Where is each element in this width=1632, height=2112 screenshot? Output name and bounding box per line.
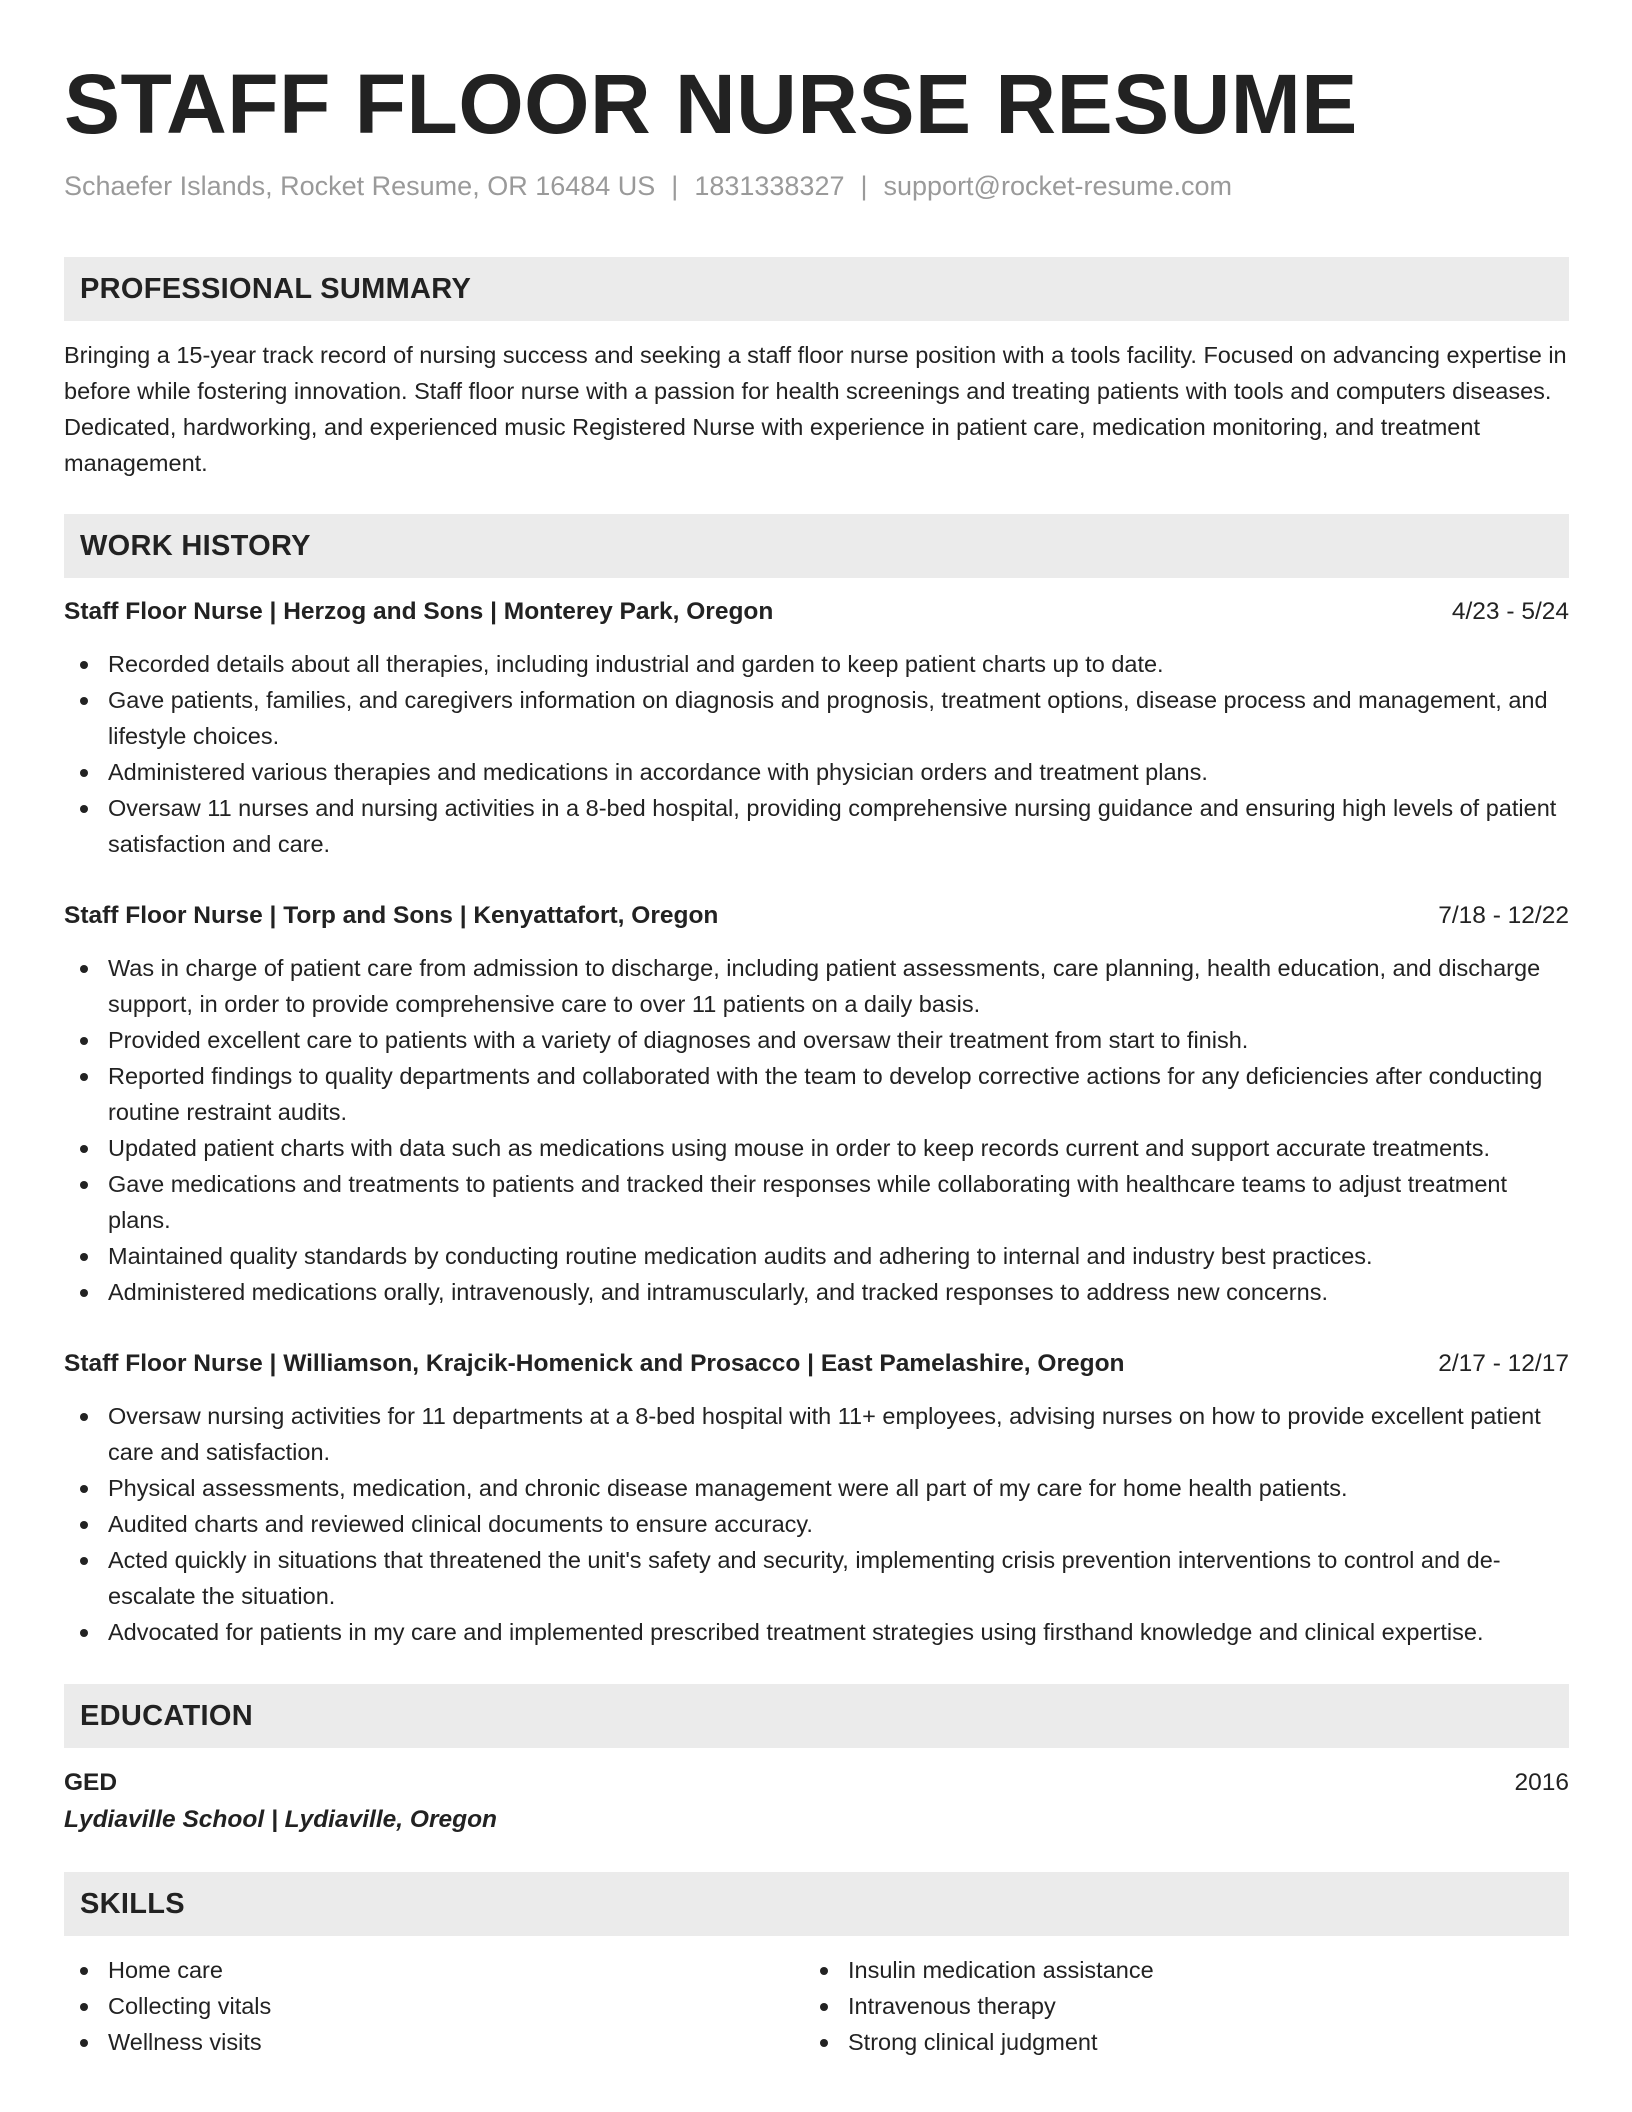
job-dates: 2/17 - 12/17 [1438, 1350, 1569, 1377]
job-entry [64, 594, 1569, 862]
contact-address: Schaefer Islands, Rocket Resume, OR 16484 US [64, 171, 656, 201]
contact-phone: 1831338327 [694, 171, 845, 201]
job-header [64, 898, 1569, 934]
resume-page [64, 56, 1569, 2060]
section-title: EDUCATION [80, 1699, 253, 1732]
contact-separator: | [671, 171, 679, 201]
job-bullet: Audited charts and reviewed clinical documents to ensure accuracy. [64, 1506, 1569, 1542]
job-title: Staff Floor Nurse | Herzog and Sons | Monterey Park, Oregon [64, 598, 774, 625]
job-bullet: Reported findings to quality departments and collaborated with the team to develop corrective actions for any deficiencies after conducting routine restraint audits. [64, 1058, 1569, 1130]
education-degree: GED [64, 1769, 118, 1796]
job-bullet: Oversaw 11 nurses and nursing activities in a 8-bed hospital, providing comprehensive nursing guidance and ensuring high levels of patient satisfaction and care. [64, 790, 1569, 862]
education-year: 2016 [1514, 1769, 1569, 1796]
job-entry [64, 898, 1569, 1310]
page-title: STAFF FLOOR NURSE RESUME [64, 57, 1358, 151]
job-bullet: Maintained quality standards by conducting routine medication audits and adhering to internal and industry best practices. [64, 1238, 1569, 1274]
education-header [64, 1765, 1569, 1801]
job-bullet: Gave medications and treatments to patients and tracked their responses while collaborating with healthcare teams to adjust treatment plans. [64, 1166, 1569, 1238]
job-bullets [64, 950, 1569, 1310]
skill-item: Insulin medication assistance [804, 1952, 1544, 1988]
section-header-skills [64, 1872, 1569, 1936]
contact-email: support@rocket-resume.com [883, 171, 1233, 201]
job-dates: 4/23 - 5/24 [1451, 598, 1569, 625]
section-header-summary [64, 257, 1569, 321]
job-title: Staff Floor Nurse | Torp and Sons | Kenyattafort, Oregon [64, 902, 719, 929]
job-bullet: Administered various therapies and medications in accordance with physician orders and treatment plans. [64, 754, 1569, 790]
job-title: Staff Floor Nurse | Williamson, Krajcik-Homenick and Prosacco | East Pamelashire, Oregon [64, 1350, 1125, 1377]
section-title: WORK HISTORY [80, 529, 311, 562]
section-header-work-history [64, 514, 1569, 578]
contact-separator: | [860, 171, 868, 201]
skills-column-left [64, 1952, 804, 2060]
skills-list [64, 1952, 1569, 2060]
job-bullet: Provided excellent care to patients with a variety of diagnoses and oversaw their treatment from start to finish. [64, 1022, 1569, 1058]
section-header-education [64, 1684, 1569, 1748]
skills-column-right [804, 1952, 1544, 2060]
job-bullet: Recorded details about all therapies, including industrial and garden to keep patient charts up to date. [64, 646, 1569, 682]
skill-item: Wellness visits [64, 2024, 804, 2060]
education-school: Lydiaville School | Lydiaville, Oregon [64, 1806, 497, 1833]
job-header [64, 1346, 1569, 1382]
section-title: SKILLS [80, 1887, 185, 1920]
skill-item: Intravenous therapy [804, 1988, 1544, 2024]
job-header [64, 594, 1569, 630]
job-entry [64, 1346, 1569, 1650]
job-bullet: Administered medications orally, intravenously, and intramuscularly, and tracked responses to address new concerns. [64, 1274, 1569, 1310]
skill-item: Collecting vitals [64, 1988, 804, 2024]
job-bullets [64, 646, 1569, 862]
job-bullet: Oversaw nursing activities for 11 departments at a 8-bed hospital with 11+ employees, advising nurses on how to provide excellent patient care and satisfaction. [64, 1398, 1569, 1470]
job-bullet: Physical assessments, medication, and chronic disease management were all part of my care for home health patients. [64, 1470, 1569, 1506]
job-bullets [64, 1398, 1569, 1650]
job-dates: 7/18 - 12/22 [1438, 902, 1569, 929]
summary-text: Bringing a 15-year track record of nursing success and seeking a staff floor nurse position with a tools facility. Focused on advancing expertise in before while fostering innovation. Staff floor nurse with a passion for health screenings and treating patients with tools and computers diseases. Dedicated, hardworking, and experienced music Registered Nurse with experience in patient care, medication monitoring, and treatment management. [64, 342, 1567, 476]
job-bullet: Updated patient charts with data such as medications using mouse in order to keep records current and support accurate treatments. [64, 1130, 1569, 1166]
job-bullet: Advocated for patients in my care and implemented prescribed treatment strategies using firsthand knowledge and clinical expertise. [64, 1614, 1569, 1650]
skill-item: Strong clinical judgment [804, 2024, 1544, 2060]
job-bullet: Gave patients, families, and caregivers information on diagnosis and prognosis, treatment options, disease process and management, and lifestyle choices. [64, 682, 1569, 754]
skill-item: Home care [64, 1952, 804, 1988]
contact-line [64, 168, 1569, 204]
job-bullet: Was in charge of patient care from admission to discharge, including patient assessments, care planning, health education, and discharge support, in order to provide comprehensive care to over 11 patients on a daily basis. [64, 950, 1569, 1022]
job-bullet: Acted quickly in situations that threatened the unit's safety and security, implementing crisis prevention interventions to control and de-escalate the situation. [64, 1542, 1569, 1614]
section-title: PROFESSIONAL SUMMARY [80, 272, 472, 305]
